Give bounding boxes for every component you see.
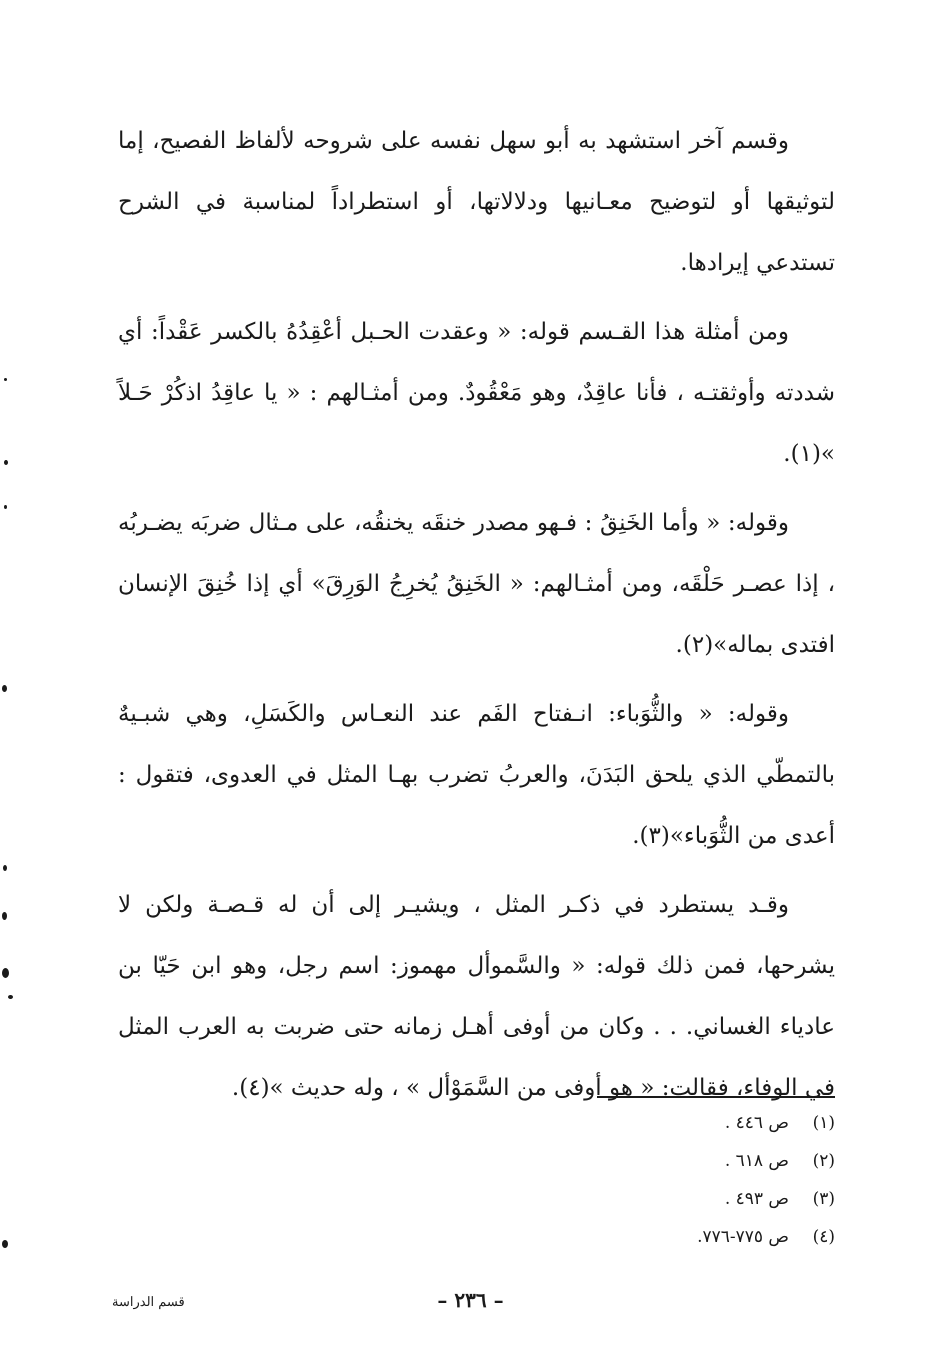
footnote-1 bbox=[435, 1104, 835, 1142]
scan-mark bbox=[4, 460, 8, 465]
footnote-text: ص ٤٩٣ . bbox=[724, 1189, 789, 1209]
scan-mark bbox=[2, 968, 9, 978]
footnote-number: (١) bbox=[812, 1113, 835, 1133]
scan-mark bbox=[2, 685, 7, 692]
footnotes bbox=[435, 1104, 835, 1256]
scan-mark bbox=[2, 912, 7, 920]
footnote-number: (٤) bbox=[812, 1227, 835, 1247]
scan-mark bbox=[3, 865, 7, 871]
scan-mark bbox=[4, 378, 7, 381]
footnote-4 bbox=[435, 1218, 835, 1256]
footnote-number: (٢) bbox=[812, 1151, 835, 1171]
scan-mark bbox=[8, 995, 13, 999]
page-number: – ٢٣٦ – bbox=[437, 1288, 504, 1312]
scan-mark bbox=[2, 1240, 8, 1248]
main-text bbox=[118, 111, 835, 1119]
paragraph-3: وقوله: « وأما الخَنِقُ : فـهو مصدر خنقَه يخنقُه، على مـثال ضربَه يضـربُه ، إذا عصـر حَلْقَه، ومن أمثـالهم: « الخَنِقُ يُخرِجُ الوَرِقَ» أي إذا خُنِقَ الإنسان افتدى بماله»(٢). bbox=[118, 510, 835, 658]
footnote-text: ص ٤٤٦ . bbox=[724, 1113, 789, 1133]
footnote-divider bbox=[597, 1096, 835, 1098]
scan-mark bbox=[4, 505, 7, 509]
footnote-3 bbox=[435, 1180, 835, 1218]
footnote-2 bbox=[435, 1142, 835, 1180]
paragraph-1: وقسم آخر استشهد به أبو سهل نفسه على شروحه لألفاظ الفصيح، إما لتوثيقها أو لتوضيح معـانيها ودلالاتها، أو استطراداً لمناسبة في الشرح تستدعي إيرادها. bbox=[118, 128, 835, 276]
paragraph-4: وقوله: « والثُّوَباء: انـفتاح الفَم عند النعـاس والكَسَلِ، وهي شبـيهٌ بالتمطّي الذي يلحق البَدَنَ، والعربُ تضرب بهـا المثل في العدوى، فتقول : أعدى من الثُّوَباء»(٣). bbox=[118, 701, 835, 849]
paragraph-2: ومن أمثلة هذا القـسم قوله: « وعقدت الحـبل أعْقِدُهُ بالكسر عَقْداً: أي شددته وأوثقتـه ، فأنا عاقِدٌ، وهو مَعْقُودٌ. ومن أمثـالهم : « يا عاقِدُ اذكُرْ حَـلاً »(١). bbox=[118, 319, 835, 467]
footnote-number: (٣) bbox=[812, 1189, 835, 1209]
section-label: قسم الدراسة bbox=[112, 1295, 185, 1310]
paragraph-5: وقـد يستطرد في ذكـر المثل ، ويشيـر إلى أن له قـصـة ولكن لا يشرحها، فمن ذلك قوله: « والسَّموأل مهموز: اسم رجل، وهو ابن حَيّا بن عادياء الغساني. . . وكان من أوفى أهـل زمانه حتى ضربت به العرب المثل في الوفاء، فقالت: « هو أوفى من السَّمَوْأل » ، وله حديث »(٤). bbox=[118, 892, 835, 1101]
footnote-text: ص ٧٧٥-٧٧٦. bbox=[697, 1227, 789, 1247]
footnote-text: ص ٦١٨ . bbox=[724, 1151, 789, 1171]
